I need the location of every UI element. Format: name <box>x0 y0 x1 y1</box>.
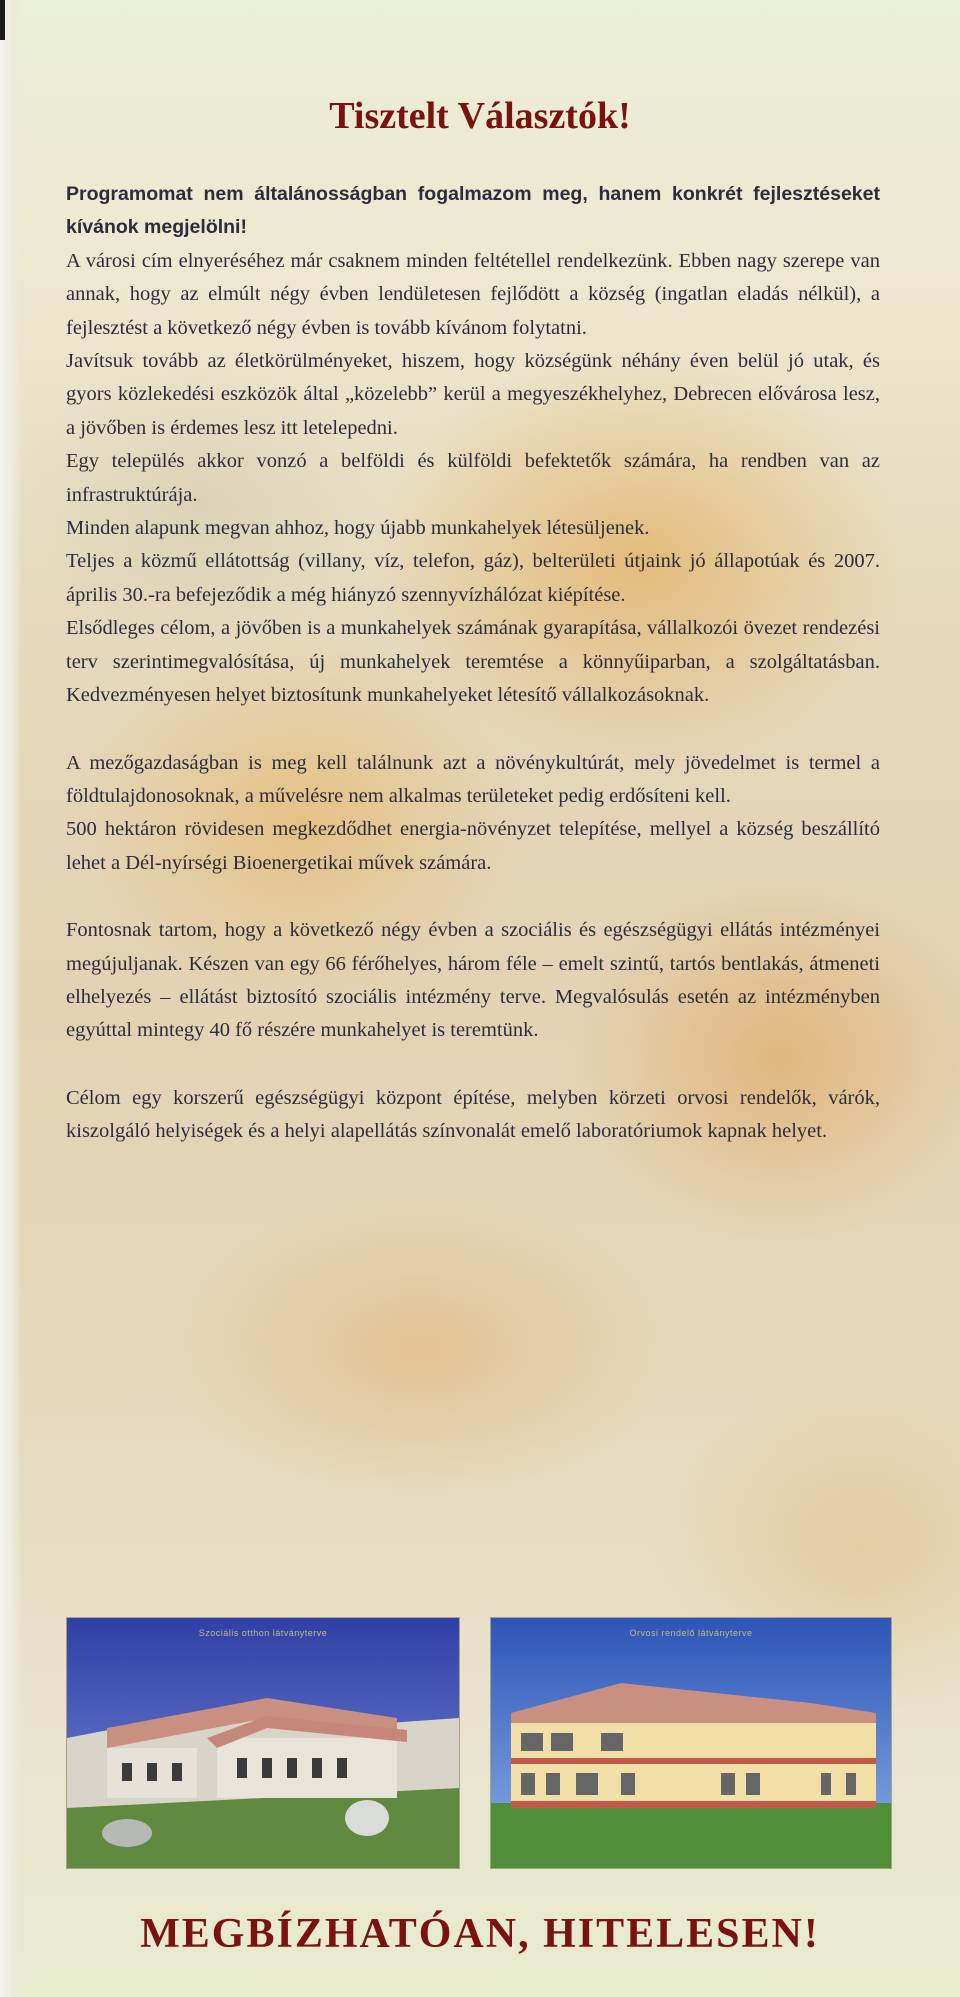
paragraph-gap <box>66 1048 880 1082</box>
paragraph: A mezőgazdaságban is meg kell találnunk azt a növénykultúrát, mely jövedelmet is termel a földtulajdonosoknak, a művelésre nem alkalmas területeket pedig erdősíteni kell. <box>66 751 880 807</box>
paragraph: Javítsuk tovább az életkörülményeket, hiszem, hogy községünk néhány éven belül jó utak, és gyors közlekedési eszközök által „közelebb” kerül a megyeszékhelyhez, Debrecen elővárosa lesz, a jövőben is érdemes lesz itt letelepedni. <box>66 350 880 439</box>
paragraph: Minden alapunk megvan ahhoz, hogy újabb munkahelyek létesüljenek. <box>66 517 650 540</box>
paragraph: Fontosnak tartom, hogy a következő négy évben a szociális és egészségügyi ellátás intézményei megújuljanak. Készen van egy 66 férőhelyes, három féle – emelt szintű, tartós bentlakás, átmeneti elhelyezés – ellátást biztosító szociális intézmény terve. Megvalósulás esetén az intézményben egyúttal mintegy 40 fő részére munkahelyet is teremtünk. <box>66 919 880 1042</box>
corner-mark <box>0 0 5 40</box>
paragraph: A városi cím elnyeréséhez már csaknem minden feltétellel rendelkezünk. Ebben nagy szerepe van annak, hogy az elmúlt négy évben lendületesen fejlődött a község (ingatlan eladás nélkül), a fejlesztést a következő négy évben is tovább kívánom folytatni. <box>66 249 880 339</box>
paragraph: Teljes a közmű ellátottság (villany, víz, telefon, gáz), belterületi útjaink jó állapotúak és 2007. április 30.-ra befejeződik a még hiányzó szennyvízhálózat kiépítése. <box>66 550 880 606</box>
left-image-caption: Szociális otthon látványterve <box>198 1628 328 1638</box>
clinic-rendering <box>490 1617 892 1869</box>
paper-edge <box>0 0 22 1997</box>
body-text <box>66 178 880 1149</box>
social-home-rendering <box>66 1617 460 1869</box>
social-home-rendering-image <box>67 1618 459 1868</box>
slogan: MEGBÍZHATÓAN, HITELESEN! <box>140 1911 820 1957</box>
paragraph: Célom egy korszerű egészségügyi központ építése, melyben körzeti orvosi rendelők, várók, kiszolgáló helyiségek és a helyi alapellátás színvonalát emelő laboratóriumok kapnak helyet. <box>66 1086 880 1143</box>
paragraph: Egy település akkor vonzó a belföldi és külföldi befektetők számára, ha rendben van az infrastruktúrája. <box>66 450 880 506</box>
paragraph-gap <box>66 880 880 914</box>
right-image-caption: Orvosi rendelő látványterve <box>629 1628 753 1638</box>
page-title: Tisztelt Választók! <box>329 95 631 137</box>
paragraph: 500 hektáron rövidesen megkezdődhet energia-növényzet telepítése, mellyel a község beszállító lehet a Dél-nyírségi Bioenergetikai művek számára. <box>66 818 880 874</box>
paragraph: Programomat nem általánosságban fogalmazom meg, hanem konkrét fejlesztéseket kívánok megjelölni! <box>66 183 880 239</box>
paragraph: Elsődleges célom, a jövőben is a munkahelyek számának gyarapítása, vállalkozói övezet rendezési terv szerintimegvalósítása, új munkahelyek teremtése a könnyűiparban, a szolgáltatásban. Kedvezményesen helyet biztosítunk munkahelyeket létesítő vállalkozásoknak. <box>66 617 880 707</box>
clinic-rendering-image <box>491 1618 891 1868</box>
paragraph-gap <box>66 713 880 747</box>
